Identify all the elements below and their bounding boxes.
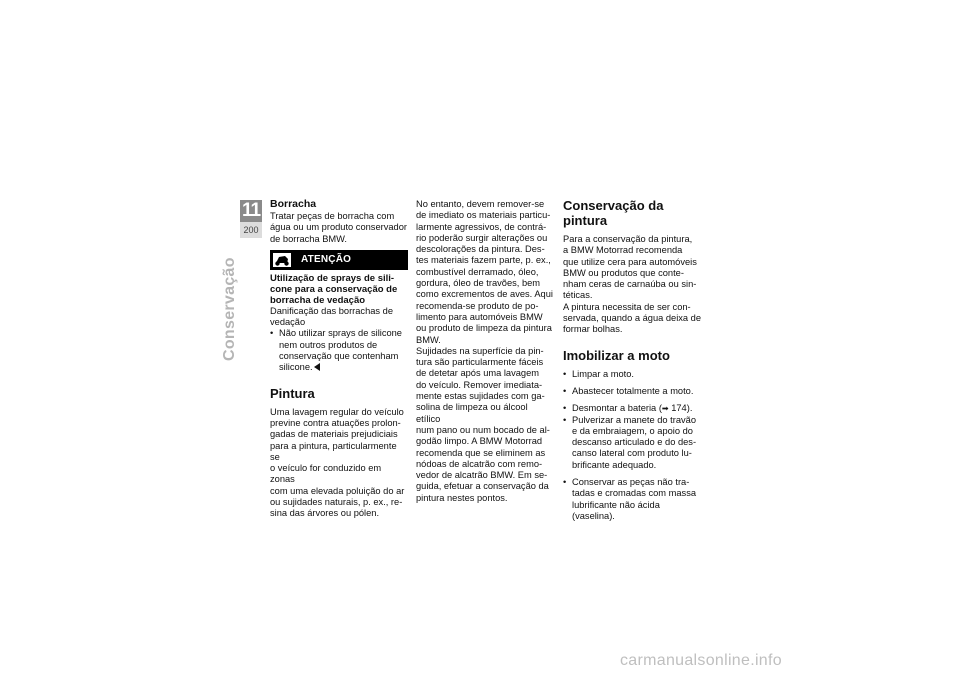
page-number: 200	[240, 222, 262, 238]
list-item: • Pulverizar a manete do travão e da embraiagem, o apoio do descanso articulado e do des- canso lateral com produto lu- brificante adequado.	[563, 415, 701, 471]
list-item: • Conservar as peças não tra- tadas e cromadas com massa lubrificante não ácida (vaselina).	[563, 477, 701, 522]
warning-text: Danificação das borrachas de vedação	[270, 305, 393, 328]
battery-text-after: ).	[686, 403, 693, 414]
end-triangle-icon	[314, 363, 320, 371]
borracha-text: Tratar peças de borracha com água ou um produto conservador de borracha BMW.	[270, 211, 407, 244]
list-item	[563, 403, 701, 414]
conservacao-text-2: A pintura necessita de ser con- servada, quando a água deixa de formar bolhas.	[563, 301, 702, 335]
watermark: carmanualsonline.info	[620, 652, 782, 669]
section-borracha-title: Borracha	[270, 198, 317, 210]
column-right	[563, 198, 701, 522]
arrow-right-icon: ➡	[661, 404, 669, 414]
pintura-text: Uma lavagem regular do veículo previne contra atuações prolon- gadas de materiais prejudiciais para a pintura, particularmente se o veículo for conduzido em zonas com uma elevada poluição do ar ou sujidades naturais, p. ex., re- sina das árvores ou pólen.	[270, 406, 405, 519]
list-item: • Limpar a moto.	[563, 369, 701, 380]
battery-text-before: Desmontar a bateria (	[572, 403, 662, 414]
section-imobilizar-title: Imobilizar a moto	[563, 347, 670, 363]
chapter-side-label: Conservação	[221, 257, 238, 361]
paint-text-2: Sujidades na superfície da pin- tura são particularmente fáceis de detetar após uma lavagem do veículo. Remover imediata- mente estas sujidades com ga- solina de limpeza ou álcool etílico num pano ou num bocado de al- godão limpo. A BMW Motorrad recomenda que se eliminem as nódoas de alcatrão com remo- vedor de alcatrão BMW. Em se- guida, efetuar a conservação da pintura nestes pontos.	[416, 345, 550, 503]
motorcycle-warning-icon	[273, 252, 291, 268]
warning-bullet-text: Não utilizar sprays de silicone nem outros produtos de conservação que contenham silicone.	[279, 328, 402, 373]
warning-label: ATENÇÃO	[301, 254, 352, 266]
warning-bar	[270, 250, 408, 270]
imobilizar-list	[563, 369, 701, 523]
section-pintura-title: Pintura	[270, 385, 315, 401]
chapter-tab	[240, 200, 262, 238]
paint-text-1: No entanto, devem remover-se de imediato os materiais particu- larmente agressivos, de contrá- rio poderão surgir alterações ou descolorações da pintura. Des- tes materiais fazem parte, p. ex., combustível derramado, óleo, gordura, óleo de travões, bem como excrementos de aves. Aqui recomenda-se produto de po- limento para automóveis BMW ou produto de limpeza da pintura BMW.	[416, 199, 553, 345]
section-conservacao-pintura-title: Conservação da pintura	[563, 198, 664, 228]
column-middle	[416, 199, 554, 504]
list-item	[270, 328, 408, 373]
column-left	[270, 198, 408, 520]
list-item: • Abastecer totalmente a moto.	[563, 386, 701, 397]
chapter-number: 11	[241, 200, 261, 221]
conservacao-text-1: Para a conservação da pintura, a BMW Motorrad recomenda que utilize cera para automóveis BMW ou produtos que conte- nham ceras de carnaúba ou sin- téticas.	[563, 234, 697, 301]
warning-list	[270, 328, 408, 373]
warning-title: Utilização de sprays de sili- cone para a conservação de borracha de vedação	[270, 272, 398, 306]
page-reference-link[interactable]: 174	[671, 403, 687, 414]
